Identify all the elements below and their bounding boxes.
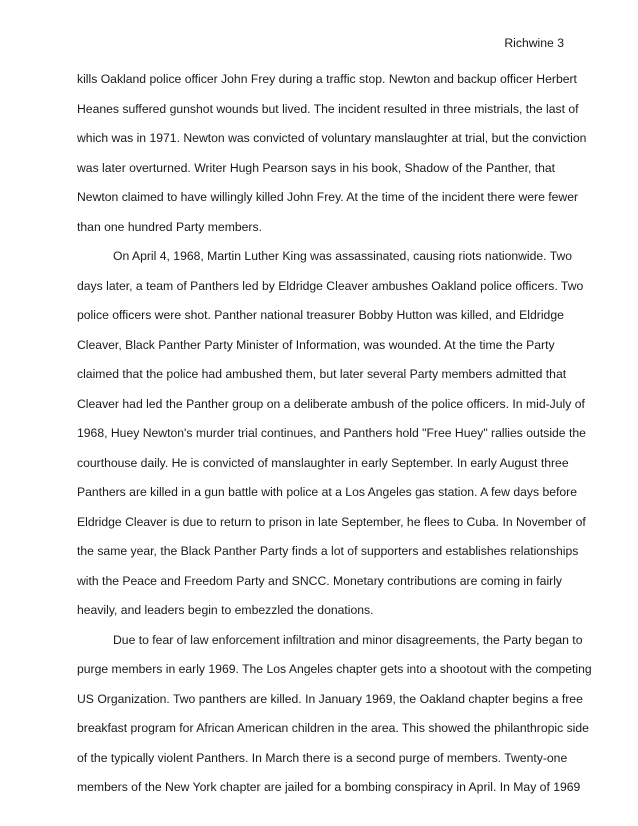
text-line: purge members in early 1969. The Los Angeles chapter gets into a shootout with the competing	[77, 662, 592, 676]
text-line: than one hundred Party members.	[77, 219, 262, 234]
text-line: Newton claimed to have willingly killed John Frey. At the time of the incident there were fewer	[77, 190, 579, 204]
text-line: claimed that the police had ambushed them, but later several Party members admitted that	[77, 367, 567, 381]
text-line: breakfast program for African American children in the area. This showed the philanthropic side	[77, 721, 589, 735]
paragraph	[77, 632, 592, 809]
text-line: of the typically violent Panthers. In March there is a second purge of members. Twenty-one	[77, 750, 568, 765]
paragraph	[77, 248, 586, 632]
text-line: members of the New York chapter are jailed for a bombing conspiracy in April. In May of 1969	[77, 780, 581, 794]
text-line: which was in 1971. Newton was convicted of voluntary manslaughter at trial, but the conviction	[77, 131, 587, 145]
text-line: heavily, and leaders begin to embezzled the donations.	[77, 603, 374, 617]
text-line: kills Oakland police officer John Frey during a traffic stop. Newton and backup officer Herbert	[77, 72, 577, 86]
text-line: On April 4, 1968, Martin Luther King was assassinated, causing riots nationwide. Two	[113, 249, 573, 263]
paragraph	[77, 71, 587, 248]
text-line: police officers were shot. Panther national treasurer Bobby Hutton was killed, and Eldridge	[77, 308, 564, 322]
running-header: Richwine 3	[504, 36, 564, 50]
text-line: was later overturned. Writer Hugh Pearson says in his book, Shadow of the Panther, that	[77, 160, 556, 175]
text-line: the same year, the Black Panther Party finds a lot of supporters and establishes relationships	[77, 544, 579, 558]
text-line: Eldridge Cleaver is due to return to prison in late September, he flees to Cuba. In November of	[77, 514, 586, 529]
text-line: Due to fear of law enforcement infiltration and minor disagreements, the Party began to	[113, 632, 583, 647]
text-line: with the Peace and Freedom Party and SNCC. Monetary contributions are coming in fairly	[77, 573, 563, 588]
text-line: days later, a team of Panthers led by Eldridge Cleaver ambushes Oakland police officers. Two	[77, 278, 584, 293]
text-line: Heanes suffered gunshot wounds but lived. The incident resulted in three mistrials, the last of	[77, 101, 579, 116]
document-body	[77, 71, 592, 809]
text-line: Cleaver, Black Panther Party Minister of Information, was wounded. At the time the Party	[77, 337, 555, 352]
text-line: courthouse daily. He is convicted of manslaughter in early September. In early August three	[77, 455, 569, 470]
text-line: US Organization. Two panthers are killed. In January 1969, the Oakland chapter begins a free	[77, 691, 583, 706]
text-line: 1968, Huey Newton's murder trial continues, and Panthers hold "Free Huey" rallies outside the	[77, 426, 586, 440]
text-line: Panthers are killed in a gun battle with police at a Los Angeles gas station. A few days before	[77, 485, 578, 499]
text-line: Cleaver had led the Panther group on a deliberate ambush of the police officers. In mid-July of	[77, 396, 585, 411]
